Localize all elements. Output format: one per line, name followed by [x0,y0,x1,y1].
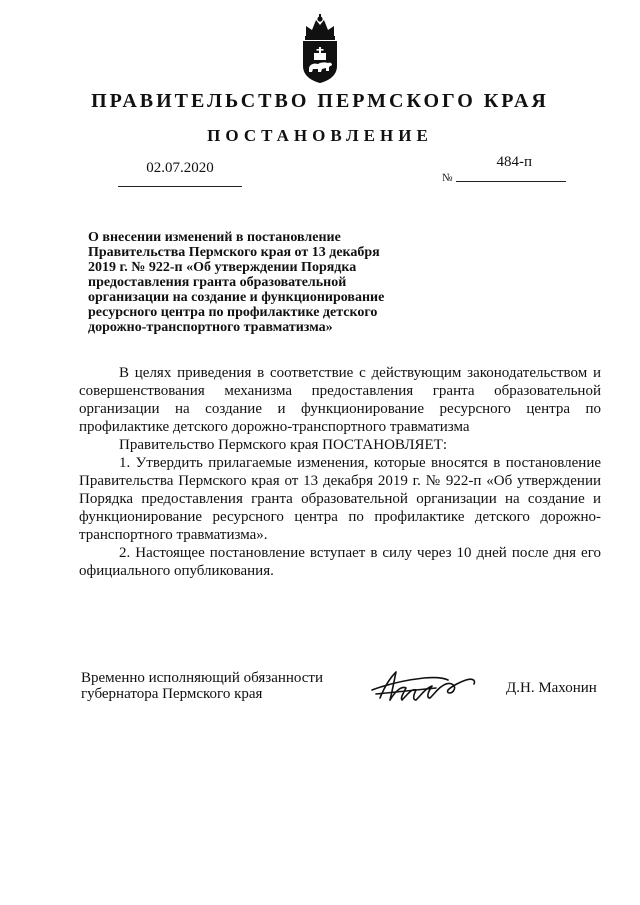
body-paragraph: Правительство Пермского края ПОСТАНОВЛЯЕТ: [119,437,448,453]
subject-line: предоставления гранта образовательной [88,275,347,290]
signer-position-line: губернатора Пермского края [81,686,263,702]
subject-line: 2019 г. № 922-п «Об утверждении Порядка [88,260,357,275]
document-subject [88,230,418,335]
document-number-label: № [442,172,453,184]
body-paragraph: 2. Настоящее постановление вступает в силу через 10 дней после дня его официального опубликования. [79,545,601,579]
body-paragraph: 1. Утвердить прилагаемые изменения, которые вносятся в постановление Правительства Пермского края от 13 декабря 2019 г. № 922-п «Об утверждении Порядка предоставления гранта образовательной организации на создание и функционирование ресурсного центра по профилактике детского дорожно-транспортного травматизма». [79,455,601,543]
signer-position [81,670,351,702]
government-title: ПРАВИТЕЛЬСТВО ПЕРМСКОГО КРАЯ [91,90,549,112]
signer-name: Д.Н. Махонин [506,680,597,696]
subject-line: ресурсного центра по профилактике детского [88,305,378,320]
subject-line: дорожно-транспортного травматизма» [88,320,333,335]
body-paragraph: В целях приведения в соответствие с действующим законодательством и совершенствования механизма предоставления гранта образовательной организации на создание и функционирование ресурсного центра по профилактике детского дорожно-транспортного травматизма [79,365,601,435]
subject-line: организации на создание и функционирование [88,290,385,305]
perm-krai-coat-of-arms-icon [297,14,343,84]
subject-line: О внесении изменений в постановление [88,230,341,245]
document-number: 484-п [456,154,566,182]
document-body [79,364,601,580]
document-type-title: ПОСТАНОВЛЕНИЕ [207,126,433,145]
signer-position-line: Временно исполняющий обязанности [81,670,324,686]
document-date: 02.07.2020 [118,160,242,187]
subject-line: Правительства Пермского края от 13 декабря [88,245,380,260]
handwritten-signature-icon [366,660,486,708]
